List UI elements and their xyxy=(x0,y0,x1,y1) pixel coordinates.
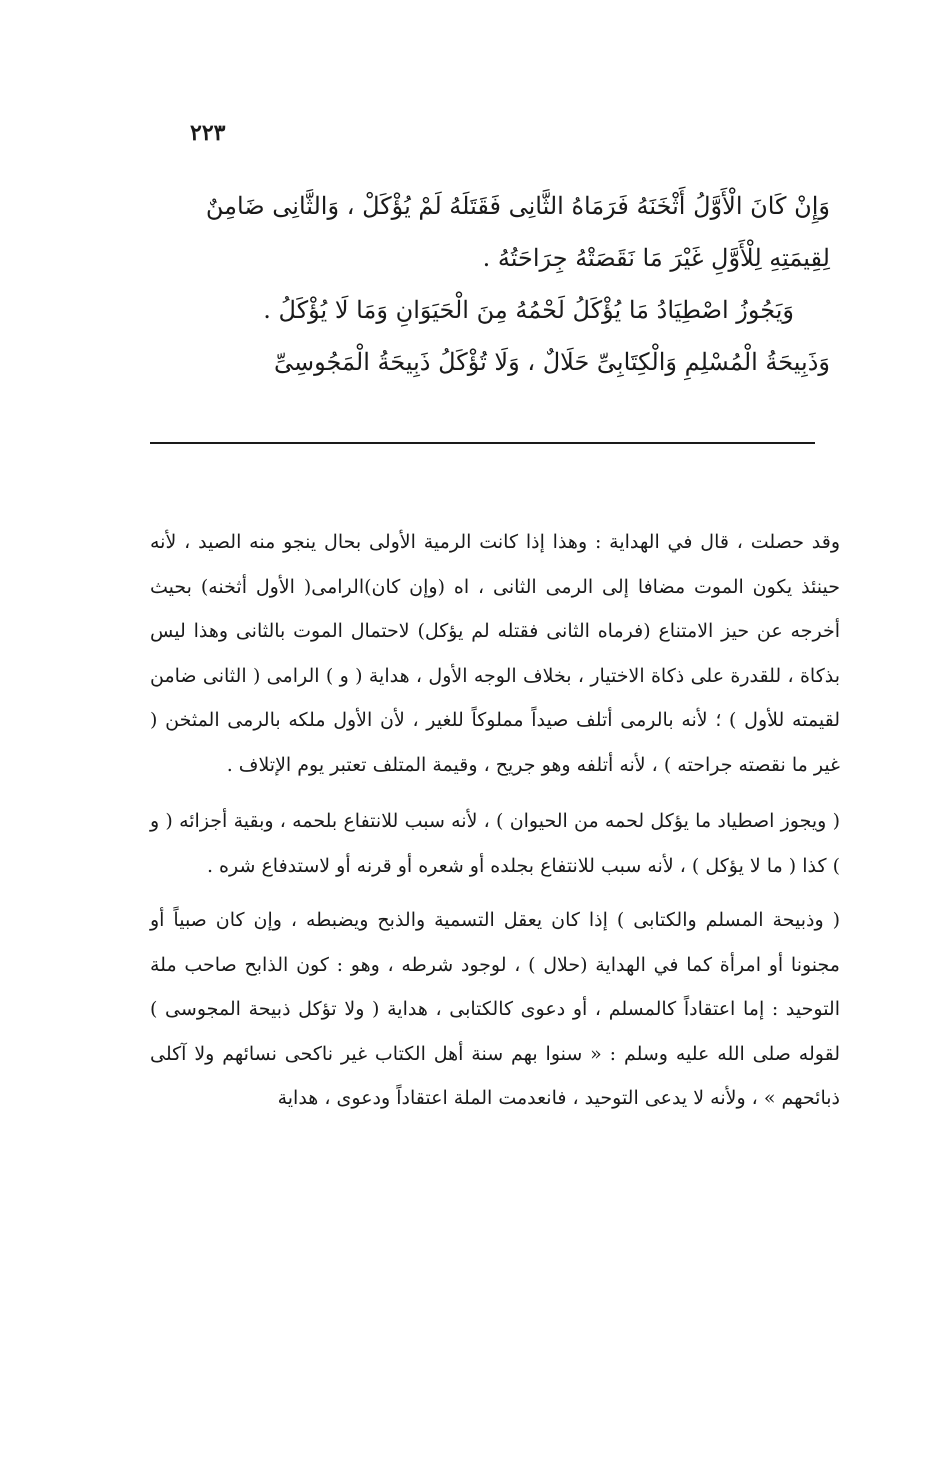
commentary-paragraph: ( ويجوز اصطياد ما يؤكل لحمه من الحيوان ) ، لأنه سبب للانتفاع بلحمه ، وبقية أجزائه ( و ) كذا ( ما لا يؤكل ) ، لأنه سبب للانتفاع بجلده أو شعره أو قرنه أو لاستدفاع شره . xyxy=(150,810,840,877)
commentary-paragraph: ( وذبيحة المسلم والكتابى ) إذا كان يعقل التسمية والذبح ويضبطه ، وإن كان صبياً أو مجنونا أو امرأة كما في الهداية (حلال ) ، لوجود شرطه ، وهو : كون الذابح صاحب ملة التوحيد : إما اعتقاداً كالمسلم ، أو دعوى كالكتابى ، هداية ( ولا تؤكل ذبيحة المجوسى ) لقوله صلى الله عليه وسلم : « سنوا بهم سنة أهل الكتاب غير ناكحى نسائهم ولا آكلى ذبائحهم » ، ولأنه لا يدعى التوحيد ، فانعدمت الملة اعتقاداً ودعوى ، هداية xyxy=(150,909,840,1109)
commentary-text xyxy=(150,520,840,1131)
matn-line: وَيَجُوزُ اصْطِيَادُ مَا يُؤْكَلُ لَحْمُهُ مِنَ الْحَيَوَانِ وَمَا لَا يُؤْكَلُ . xyxy=(263,296,794,324)
commentary-paragraph: وقد حصلت ، قال في الهداية : وهذا إذا كانت الرمية الأولى بحال ينجو منه الصيد ، لأنه حينئذ يكون الموت مضافا إلى الرمى الثانى ، اه (وإن كان)الرامى( الأول أثخنه) بحيث أخرجه عن حيز الامتناع (فرماه الثانى فقتله لم يؤكل) لاحتمال الموت بالثانى وهذا ليس بذكاة ، للقدرة على ذكاة الاختيار ، بخلاف الوجه الأول ، هداية ( و ) الرامى ( الثانى ضامن لقيمته للأول ) ؛ لأنه بالرمى أتلف صيداً مملوكاً للغير ، لأن الأول ملكه بالرمى المثخن ( غير ما نقصته جراحته ) ، لأنه أتلفه وهو جريح ، وقيمة المتلف تعتبر يوم الإتلاف . xyxy=(150,531,840,776)
page-number: ٢٢٣ xyxy=(190,120,226,146)
section-divider xyxy=(150,442,815,444)
main-text xyxy=(140,180,830,388)
matn-line: وَذَبِيحَةُ الْمُسْلِمِ وَالْكِتَابِىِّ حَلَالٌ ، وَلَا تُؤْكَلُ ذَبِيحَةُ الْمَجُوسِىِّ xyxy=(274,348,830,376)
matn-line: وَإِنْ كَانَ الْأَوَّلُ أَثْخَنَهُ فَرَمَاهُ الثَّانِى فَقَتَلَهُ لَمْ يُؤْكَلْ ، وَالثَّانِى ضَامِنٌ xyxy=(205,192,830,220)
matn-line: لِقِيمَتِهِ لِلْأَوَّلِ غَيْرَ مَا نَقَصَتْهُ جِرَاحَتُهُ . xyxy=(482,244,830,272)
